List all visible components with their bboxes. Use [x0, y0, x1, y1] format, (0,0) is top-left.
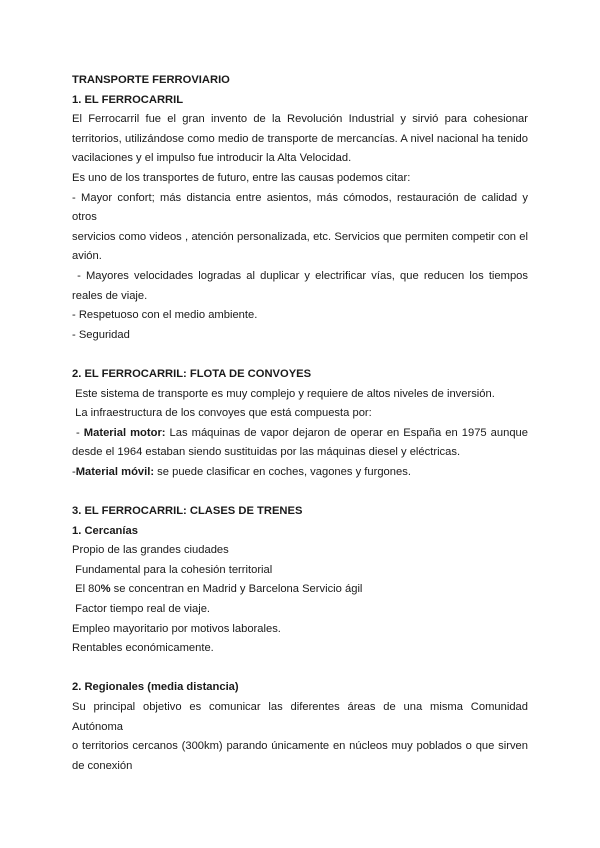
- document-title: TRANSPORTE FERROVIARIO: [72, 74, 230, 86]
- section-3-heading: 3. EL FERROCARRIL: CLASES DE TRENES: [72, 505, 303, 518]
- percentage-pre: El 80: [72, 583, 101, 596]
- material-movil-text: se puede clasificar en coches, vagones y furgones.: [154, 465, 411, 478]
- paragraph-line: Fundamental para la cohesión territorial: [72, 563, 273, 576]
- paragraph-line: territorios, utilizándose como medio de transporte de mercancías. A nivel nacional ha tenido: [72, 132, 528, 145]
- bullet-prefix: -: [72, 426, 84, 439]
- paragraph-line: Factor tiempo real de viaje.: [72, 603, 211, 616]
- paragraph-line: o territorios cercanos (300km) parando únicamente en núcleos muy poblados o que sirven: [72, 740, 528, 753]
- bullet-line: avión.: [72, 250, 102, 263]
- material-motor-line: [72, 424, 528, 444]
- paragraph-line: Este sistema de transporte es muy complejo y requiere de altos niveles de inversión.: [72, 387, 495, 400]
- bullet-line: reales de viaje.: [72, 289, 148, 302]
- section-2-heading: 2. EL FERROCARRIL: FLOTA DE CONVOYES: [72, 367, 312, 380]
- paragraph-line: Rentables económicamente.: [72, 642, 214, 655]
- subsection-regionales-heading: 2. Regionales (media distancia): [72, 681, 239, 694]
- paragraph-line: de conexión: [72, 759, 133, 772]
- bullet-line: - Mayor confort; más distancia entre asientos, más cómodos, restauración de calidad y otros: [72, 191, 528, 224]
- paragraph-line: Propio de las grandes ciudades: [72, 544, 229, 557]
- paragraph-line: Su principal objetivo es comunicar las diferentes áreas de una misma Comunidad Autónoma: [72, 701, 528, 733]
- bullet-line: servicios como videos , atención personalizada, etc. Servicios que permiten competir con el: [72, 230, 528, 243]
- paragraph-line: La infraestructura de los convoyes que está compuesta por:: [72, 407, 372, 420]
- percentage-post: se concentran en Madrid y Barcelona Servicio ágil: [110, 583, 363, 596]
- bullet-line: - Seguridad: [72, 328, 130, 341]
- document-body: [72, 71, 528, 776]
- paragraph-line: Empleo mayoritario por motivos laborales.: [72, 622, 281, 635]
- material-motor-text: Las máquinas de vapor dejaron de operar en España en 1975 aunque: [165, 426, 528, 439]
- percentage-sign: %: [100, 583, 111, 596]
- section-1-heading: 1. EL FERROCARRIL: [72, 93, 184, 106]
- bullet-prefix: -: [72, 465, 76, 478]
- material-movil-line: [72, 463, 528, 483]
- percentage-line: [72, 580, 528, 600]
- subsection-cercanias-heading: 1. Cercanías: [72, 524, 138, 537]
- bullet-line: - Mayores velocidades logradas al duplicar y electrificar vías, que reducen los tiempos: [72, 269, 528, 282]
- paragraph-line: desde el 1964 estaban siendo sustituidas por las máquinas diesel y eléctricas.: [72, 446, 461, 459]
- paragraph-line: vacilaciones y el impulso fue introducir la Alta Velocidad.: [72, 152, 352, 165]
- bullet-line: - Respetuoso con el medio ambiente.: [72, 309, 258, 322]
- material-movil-label: Material móvil:: [75, 465, 155, 478]
- paragraph-line: Es uno de los transportes de futuro, entre las causas podemos citar:: [72, 171, 411, 184]
- material-motor-label: Material motor:: [83, 426, 166, 439]
- paragraph-line: El Ferrocarril fue el gran invento de la Revolución Industrial y sirvió para cohesionar: [72, 113, 528, 126]
